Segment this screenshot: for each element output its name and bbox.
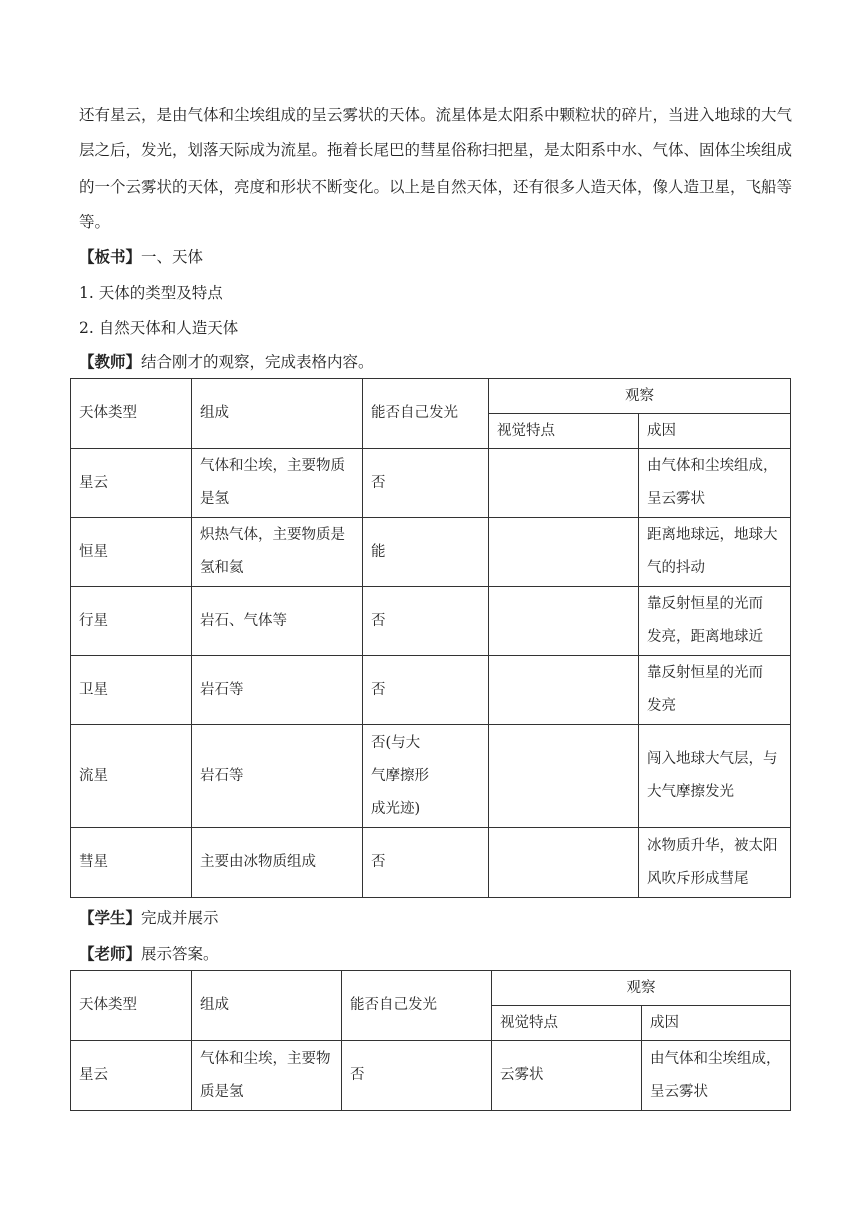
- teacher-instruction: [79, 352, 374, 372]
- cell-composition: [192, 656, 363, 725]
- cell-cause-line: 气的抖动: [647, 560, 705, 576]
- cell-composition-line: 岩石、气体等: [200, 612, 287, 629]
- student-text: 完成并展示: [141, 909, 219, 927]
- board-text: 一、天体: [141, 248, 204, 266]
- point-2: 2. 自然天体和人造天体: [79, 319, 239, 337]
- intro-line: 等。: [79, 213, 111, 231]
- cell-cause-line: 大气摩擦发光: [647, 784, 734, 800]
- cell-composition-line: 主要由冰物质组成: [200, 854, 316, 870]
- cell-composition: [192, 1041, 342, 1111]
- cell-cause-line: 发亮: [647, 698, 676, 714]
- cell-visual: [489, 656, 639, 725]
- table-row: [71, 449, 791, 518]
- teacher2-tag: 【老师】: [79, 944, 142, 963]
- cell-luminous: [363, 828, 489, 898]
- cell-luminous: [363, 518, 489, 587]
- cell-cause: [639, 725, 791, 828]
- cell-cause-line: 冰物质升华，被太阳: [647, 837, 778, 854]
- header-type: 天体类型: [71, 379, 192, 449]
- cell-cause-line: 由气体和尘埃组成，: [650, 1050, 781, 1067]
- cell-luminous: [363, 656, 489, 725]
- cell-composition: [192, 725, 363, 828]
- header-composition: 组成: [192, 971, 342, 1041]
- cell-cause: [639, 587, 791, 656]
- header-visual: 视觉特点: [492, 1006, 642, 1041]
- cell-type: 卫星: [71, 656, 192, 725]
- table-row: [71, 828, 791, 898]
- cell-type: 星云: [71, 449, 192, 518]
- cell-luminous-line: 能: [371, 543, 386, 560]
- cell-luminous-line: 成光迹): [371, 800, 421, 817]
- cell-composition-line: 是氢: [200, 491, 229, 507]
- header-visual: 视觉特点: [489, 414, 639, 449]
- cell-visual: [489, 725, 639, 828]
- cell-luminous-line: 否: [371, 612, 386, 629]
- teacher2-text: 展示答案。: [141, 945, 219, 963]
- cell-luminous-line: 否(与大: [371, 734, 421, 751]
- answer-table: [70, 970, 791, 1111]
- cell-cause: [642, 1041, 791, 1111]
- cell-visual: 云雾状: [492, 1041, 642, 1111]
- table-row: [71, 518, 791, 587]
- header-observation: 观察: [489, 379, 791, 414]
- cell-cause-line: 呈云雾状: [650, 1083, 708, 1100]
- cell-cause: [639, 449, 791, 518]
- cell-cause-line: 呈云雾状: [647, 491, 705, 507]
- cell-cause-line: 距离地球远，地球大: [647, 527, 778, 543]
- point-1: 1. 天体的类型及特点: [79, 284, 223, 302]
- cell-composition-line: 岩石等: [200, 767, 244, 784]
- cell-luminous-line: 否: [371, 474, 386, 491]
- teacher-tag: 【教师】: [79, 352, 142, 371]
- cell-cause: [639, 828, 791, 898]
- table-row: [71, 1041, 791, 1111]
- cell-cause-line: 靠反射恒星的光而: [647, 665, 763, 681]
- cell-composition: [192, 449, 363, 518]
- cell-type: 行星: [71, 587, 192, 656]
- cell-visual: [489, 587, 639, 656]
- board-note: [79, 247, 203, 267]
- header-luminous: 能否自己发光: [342, 971, 492, 1041]
- teacher-answer-note: [79, 944, 219, 964]
- cell-luminous: [342, 1041, 492, 1111]
- cell-luminous-line: 否: [371, 681, 386, 698]
- cell-composition-line: 氢和氦: [200, 560, 244, 576]
- cell-luminous: [363, 449, 489, 518]
- cell-composition-line: 气体和尘埃，主要物: [200, 1050, 331, 1067]
- intro-line: 的一个云雾状的天体，亮度和形状不断变化。以上是自然天体，还有很多人造天体，像人造卫星，飞船等: [79, 178, 793, 196]
- header-type: 天体类型: [71, 971, 192, 1041]
- celestial-table: [70, 378, 791, 898]
- cell-composition: [192, 587, 363, 656]
- cell-cause: [639, 656, 791, 725]
- cell-luminous-line: 气摩擦形: [371, 767, 429, 784]
- cell-visual: [489, 449, 639, 518]
- table-row: [71, 725, 791, 828]
- intro-line: 还有星云，是由气体和尘埃组成的呈云雾状的天体。流星体是太阳系中颗粒状的碎片，当进入地球的大气: [79, 106, 793, 124]
- cell-cause-line: 由气体和尘埃组成，: [647, 458, 778, 474]
- table-row: [71, 587, 791, 656]
- header-observation: 观察: [492, 971, 791, 1006]
- header-cause: 成因: [642, 1006, 791, 1041]
- header-luminous: 能否自己发光: [363, 379, 489, 449]
- cell-luminous: [363, 725, 489, 828]
- cell-composition-line: 炽热气体，主要物质是: [200, 527, 345, 543]
- cell-composition: [192, 828, 363, 898]
- board-tag: 【板书】: [79, 247, 142, 266]
- cell-type: 星云: [71, 1041, 192, 1111]
- cell-luminous-line: 否: [371, 854, 386, 870]
- intro-line: 层之后，发光，划落天际成为流星。拖着长尾巴的彗星俗称扫把星，是太阳系中水、气体、固体尘埃组成: [79, 141, 793, 159]
- cell-composition-line: 质是氢: [200, 1083, 244, 1100]
- cell-type: 彗星: [71, 828, 192, 898]
- cell-cause-line: 风吹斥形成彗尾: [647, 870, 749, 887]
- cell-composition-line: 岩石等: [200, 681, 244, 698]
- cell-cause-line: 闯入地球大气层，与: [647, 751, 778, 767]
- header-cause: 成因: [639, 414, 791, 449]
- cell-composition: [192, 518, 363, 587]
- cell-luminous-line: 否: [350, 1067, 365, 1083]
- cell-visual: [489, 828, 639, 898]
- cell-type: 流星: [71, 725, 192, 828]
- header-composition: 组成: [192, 379, 363, 449]
- cell-visual: [489, 518, 639, 587]
- teacher-text: 结合刚才的观察，完成表格内容。: [141, 353, 374, 371]
- cell-cause-line: 发亮，距离地球近: [647, 629, 763, 645]
- table-row: [71, 656, 791, 725]
- student-tag: 【学生】: [79, 908, 142, 927]
- student-note: [79, 908, 219, 928]
- cell-cause: [639, 518, 791, 587]
- cell-luminous: [363, 587, 489, 656]
- cell-cause-line: 靠反射恒星的光而: [647, 596, 763, 612]
- cell-composition-line: 气体和尘埃，主要物质: [200, 458, 345, 474]
- cell-type: 恒星: [71, 518, 192, 587]
